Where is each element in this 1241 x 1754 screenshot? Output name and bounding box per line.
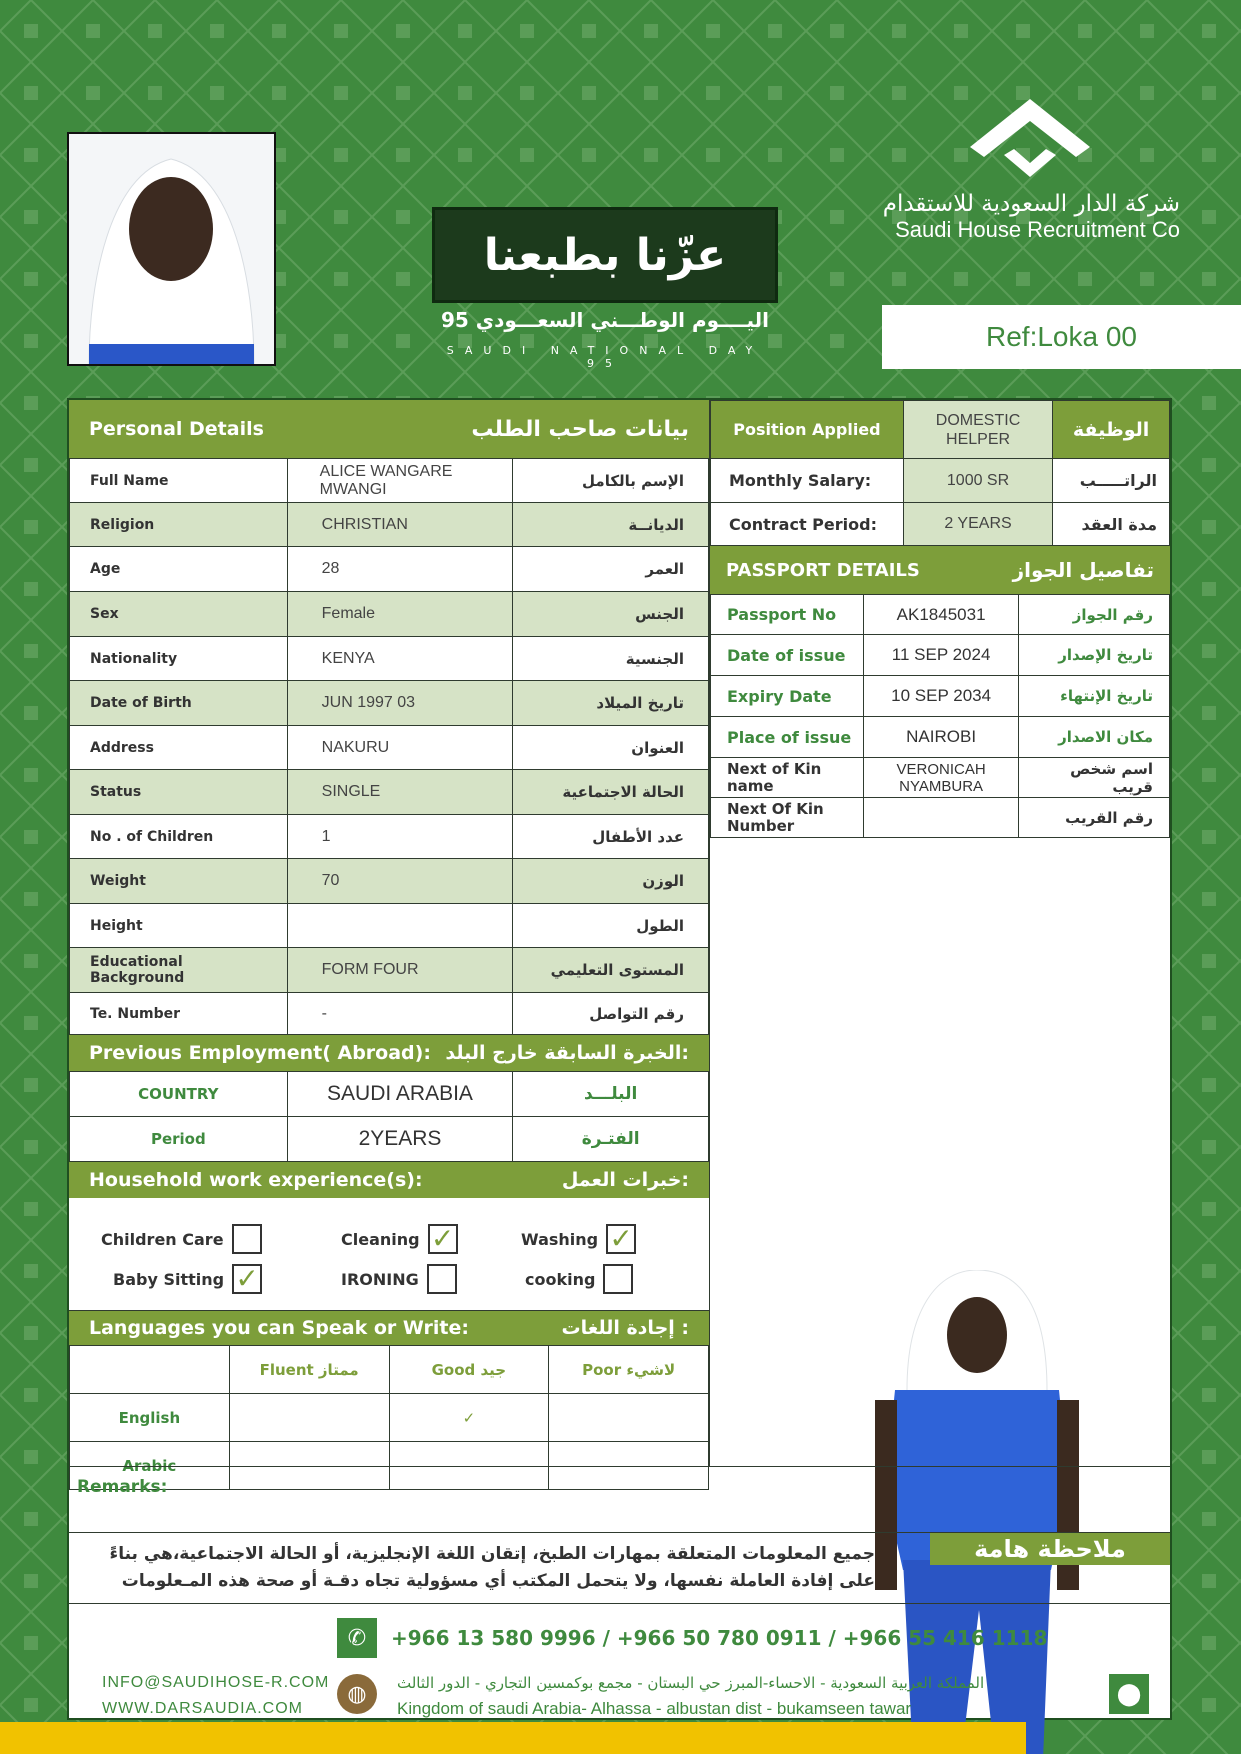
household-checklist (69, 1198, 709, 1311)
address-block (397, 1670, 1157, 1722)
table-cell (864, 798, 1018, 838)
skill-cleaning (341, 1224, 458, 1254)
table-cell: Educational Background (70, 948, 288, 993)
passport-table (710, 594, 1170, 838)
checkbox[interactable]: ✓ (606, 1224, 636, 1254)
table-row (70, 993, 709, 1035)
table-cell: المستوى التعليمي (513, 948, 709, 993)
table-cell: Sex (70, 592, 288, 637)
table-cell: تاريخ الإنتهاء (1018, 676, 1169, 717)
table-row (711, 635, 1170, 676)
table-row (711, 676, 1170, 717)
table-cell: البلـــد (513, 1072, 709, 1117)
table-cell: Address (70, 726, 288, 770)
table-row (711, 459, 1170, 503)
table-cell: NAIROBI (864, 717, 1018, 758)
table-cell: Contract Period: (711, 503, 904, 546)
table-cell: Date of issue (711, 635, 864, 676)
table-row (70, 592, 709, 637)
skill-ironing (341, 1264, 457, 1294)
phone-line (337, 1618, 1047, 1658)
table-cell: 2YEARS (287, 1117, 513, 1162)
table-cell: رقم التواصل (513, 993, 709, 1035)
national-day-logo (432, 207, 778, 307)
table-row (70, 1072, 709, 1117)
checkbox[interactable] (232, 1224, 262, 1254)
slogan-text: عزّنا بطبعنا (432, 207, 778, 303)
table-cell: مدة العقد (1053, 503, 1170, 546)
languages-header (69, 1311, 709, 1345)
national-day-en: SAUDI NATIONAL DAY 95 (446, 344, 764, 370)
table-cell (549, 1394, 709, 1442)
skill-children-care (101, 1224, 262, 1254)
table-cell: VERONICAH NYAMBURA (864, 758, 1018, 798)
skill-cooking (525, 1264, 633, 1294)
personal-details-header (69, 400, 709, 458)
label-text: إجادة اللغات : (561, 1317, 689, 1339)
national-day-ar: اليــــوم الوطـــني السعـــودي 95 (440, 308, 770, 332)
table-cell: Date of Birth (70, 681, 288, 726)
table-cell: FORM FOUR (287, 948, 513, 993)
table-cell: Weight (70, 859, 288, 904)
label-text: Baby Sitting (113, 1269, 225, 1289)
table-cell: Good جيد (389, 1346, 549, 1394)
table-cell: Female (287, 592, 513, 637)
table-row (711, 798, 1170, 838)
table-cell: ALICE WANGARE MWANGI (287, 459, 513, 503)
table-row (70, 503, 709, 547)
table-cell: SAUDI ARABIA (287, 1072, 513, 1117)
table-cell: العنوان (513, 726, 709, 770)
table-cell: No . of Children (70, 815, 288, 859)
table-cell: KENYA (287, 637, 513, 681)
table-row (711, 717, 1170, 758)
left-column (69, 400, 709, 1490)
label-text: cooking (525, 1269, 596, 1289)
table-cell: - (287, 993, 513, 1035)
personal-details-table (69, 458, 709, 1035)
table-cell: الجنسية (513, 637, 709, 681)
table-cell: الطول (513, 904, 709, 948)
passport-header (710, 546, 1170, 594)
email-link[interactable]: INFO@SAUDIHOSE-R.COM (102, 1674, 330, 1691)
table-cell: SINGLE (287, 770, 513, 815)
table-cell: 10 SEP 2034 (864, 676, 1018, 717)
table-cell: NAKURU (287, 726, 513, 770)
table-row (711, 758, 1170, 798)
label-text: IRONING (341, 1269, 419, 1289)
table-cell: Arabic (70, 1442, 230, 1490)
table-row (70, 904, 709, 948)
note-title: ملاحظة هامة (930, 1533, 1170, 1565)
table-cell: تاريخ الميلاد (513, 681, 709, 726)
table-row (70, 726, 709, 770)
table-cell: Poor لاشيء (549, 1346, 709, 1394)
table-cell: الديانــة (513, 503, 709, 547)
table-row (70, 637, 709, 681)
label-text: Languages you can Speak or Write: (89, 1317, 469, 1339)
table-cell: Age (70, 547, 288, 592)
table-cell: 28 (287, 547, 513, 592)
table-cell (70, 1346, 230, 1394)
table-row (711, 595, 1170, 635)
label-text: PASSPORT DETAILS (726, 559, 920, 581)
table-cell: عدد الأطفال (513, 815, 709, 859)
table-cell: JUN 1997 03 (287, 681, 513, 726)
table-cell: Te. Number (70, 993, 288, 1035)
table-cell: 1000 SR (903, 459, 1052, 503)
table-cell: Expiry Date (711, 676, 864, 717)
address-ar: المملكة العربية السعودية - الاحساء-المبرز حي البستان - مجمع بوكمسين التجاري - الدور الثالث (397, 1674, 985, 1692)
table-cell: الوظيفة (1053, 401, 1170, 459)
skill-baby-sitting (113, 1264, 262, 1294)
remarks-label: Remarks: (69, 1466, 1170, 1532)
address-en: Kingdom of saudi Arabia- Alhassa - albustan dist - bukamseen tawar (397, 1699, 912, 1718)
table-cell: 1 (287, 815, 513, 859)
checkbox[interactable] (427, 1264, 457, 1294)
table-cell: الحالة الاجتماعية (513, 770, 709, 815)
table-row (70, 859, 709, 904)
check-icon: ✓ (389, 1394, 549, 1442)
table-cell: Height (70, 904, 288, 948)
checkbox[interactable]: ✓ (232, 1264, 262, 1294)
table-cell: تاريخ الإصدار (1018, 635, 1169, 676)
note-text: جميع المعلومات المتعلقة بمهارات الطبخ، إتقان اللغة الإنجليزية، أو الحالة الاجتماعية،هي بناءً على إفادة العاملة نفسها، ولا يتحمل المكتب أي مسؤولية تجاه دقـة أو صحة هذه المـعلومات (109, 1544, 875, 1591)
table-cell: رقم القريب (1018, 798, 1169, 838)
table-cell: COUNTRY (70, 1072, 288, 1117)
label-text: Previous Employment( Abroad): (89, 1042, 431, 1064)
table-cell: 70 (287, 859, 513, 904)
table-cell: Position Applied (711, 401, 904, 459)
checkbox[interactable]: ✓ (428, 1224, 458, 1254)
table-row (70, 770, 709, 815)
phone-numbers[interactable]: +966 13 580 9996 / +966 50 780 0911 / +966 55 416 1118 (391, 1626, 1048, 1650)
table-cell: Next Of Kin Number (711, 798, 864, 838)
table-cell: Religion (70, 503, 288, 547)
table-cell (229, 1394, 389, 1442)
reference-number: Ref:Loka 00 (882, 305, 1241, 369)
company-logo-icon (960, 95, 1100, 181)
label-text: خبرات العمل: (561, 1169, 689, 1191)
table-row (70, 815, 709, 859)
household-header (69, 1162, 709, 1198)
globe-icon: ◍ (337, 1674, 377, 1714)
website-link[interactable]: WWW.DARSAUDIA.COM (102, 1700, 303, 1717)
table-cell: Next of Kin name (711, 758, 864, 798)
company-name-en: Saudi House Recruitment Co (895, 217, 1180, 242)
table-row (70, 547, 709, 592)
table-cell: الفتـرة (513, 1117, 709, 1162)
table-cell: الإسم بالكامل (513, 459, 709, 503)
label-text: تفاصيل الجواز (1012, 558, 1154, 582)
table-cell: Fluent ممتاز (229, 1346, 389, 1394)
table-cell: الجنس (513, 592, 709, 637)
table-cell: Status (70, 770, 288, 815)
table-cell: Full Name (70, 459, 288, 503)
table-cell: DOMESTIC HELPER (903, 401, 1052, 459)
company-name-ar: شركة الدار السعودية للاستقدام (882, 191, 1180, 217)
table-cell: Period (70, 1117, 288, 1162)
table-cell: اسم شخص قريب (1018, 758, 1169, 798)
label-text: بيانات صاحب الطلب (471, 416, 689, 442)
contact-links (102, 1670, 329, 1722)
applicant-portrait-photo (67, 132, 276, 366)
table-cell: رقم الجواز (1018, 595, 1169, 635)
table-cell: Place of issue (711, 717, 864, 758)
table-cell: AK1845031 (864, 595, 1018, 635)
table-cell: الراتـــــب (1053, 459, 1170, 503)
label-text: الخبرة السابقة خارج البلد: (445, 1042, 689, 1064)
table-row (70, 459, 709, 503)
footer (69, 1606, 1170, 1720)
label-text: Washing (521, 1229, 599, 1249)
checkbox[interactable] (603, 1264, 633, 1294)
table-cell: Nationality (70, 637, 288, 681)
table-row (70, 948, 709, 993)
label-text: Household work experience(s): (89, 1169, 423, 1191)
table-cell: CHRISTIAN (287, 503, 513, 547)
location-pin-icon: ⬤ (1109, 1674, 1149, 1714)
employment-table (69, 1071, 709, 1162)
cv-card (67, 398, 1172, 1720)
phone-icon: ✆ (337, 1618, 377, 1658)
table-cell: العمر (513, 547, 709, 592)
table-row (70, 1117, 709, 1162)
table-cell: English (70, 1394, 230, 1442)
table-cell (287, 904, 513, 948)
company-block (870, 95, 1180, 243)
table-row (70, 1394, 709, 1442)
bottom-accent-bar (0, 1722, 1026, 1754)
table-row (711, 401, 1170, 459)
label-text: Cleaning (341, 1229, 420, 1249)
table-cell: Passport No (711, 595, 864, 635)
employment-header (69, 1035, 709, 1071)
skill-washing (521, 1224, 636, 1254)
table-cell: 2 YEARS (903, 503, 1052, 546)
important-note (69, 1532, 1170, 1604)
table-row (70, 681, 709, 726)
position-table (710, 400, 1170, 546)
table-row (70, 1346, 709, 1394)
label-text: Children Care (101, 1229, 224, 1249)
table-cell: Monthly Salary: (711, 459, 904, 503)
table-cell: مكان الاصدار (1018, 717, 1169, 758)
label-text: Personal Details (89, 418, 264, 440)
table-cell: الوزن (513, 859, 709, 904)
table-row (711, 503, 1170, 546)
table-cell: 11 SEP 2024 (864, 635, 1018, 676)
